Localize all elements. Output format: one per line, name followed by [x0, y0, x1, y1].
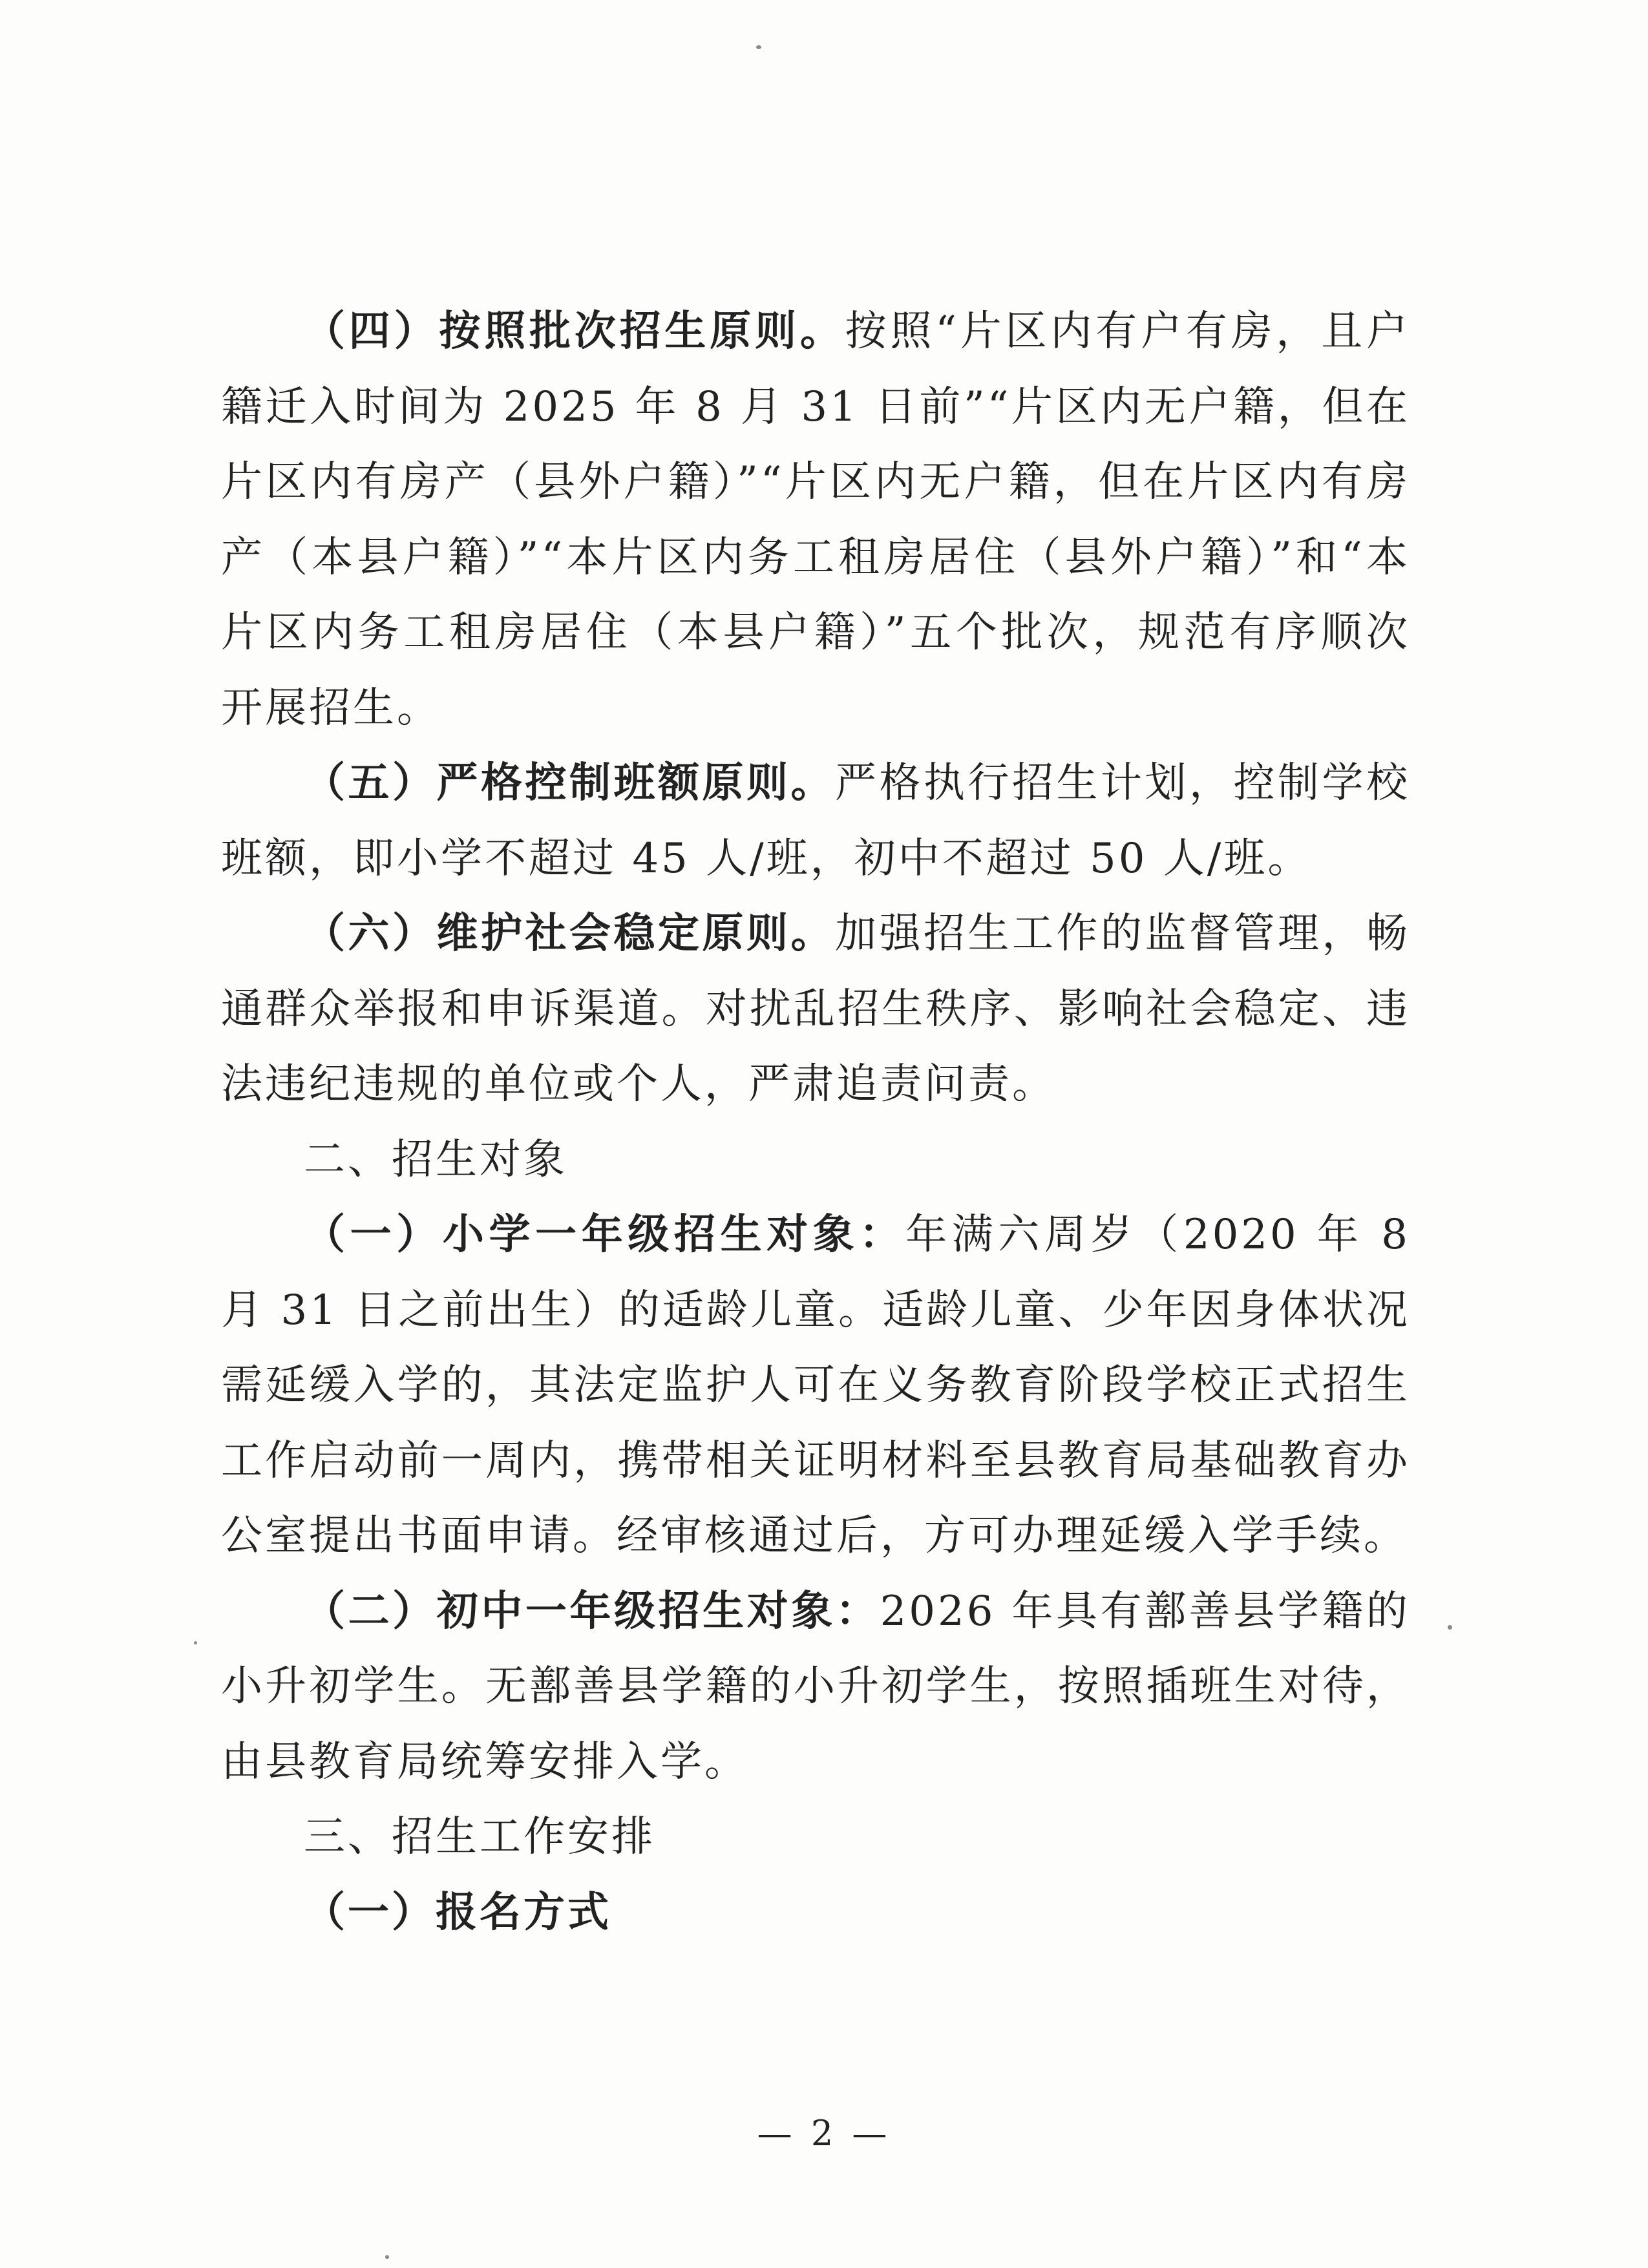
subheading-registration-method: （一）报名方式: [304, 1887, 611, 1937]
paragraph-batch-principle: [221, 294, 1410, 746]
scan-speck: [385, 2255, 389, 2259]
paragraph-text: 按照“片区内有户有房，且户籍迁入时间为 2025 年 8 月 31 日前”“片区内无户籍，但在片区内有房产（县外户籍）”“片区内无户籍，但在片区内有房产（本县户籍）”“本片区内务工租房居住（县外户籍）”和“本片区内务工租房居住（本县户籍）”五个批次，规范有序顺次开展招生。: [221, 308, 1410, 732]
scan-speck: [756, 45, 761, 49]
paragraph-text: 2026 年具有鄯善县学籍的小升初学生。无鄯善县学籍的小升初学生，按照插班生对待，由县教育局统筹安排入学。: [221, 1587, 1411, 1786]
paragraph-lead: （二）初中一年级招生对象：: [304, 1586, 880, 1635]
paragraph-lead: （四）按照批次招生原则。: [304, 307, 845, 355]
paragraph-text: 加强招生工作的监督管理，畅通群众举报和申诉渠道。对扰乱招生秩序、影响社会稳定、违法违纪违规的单位或个人，严肃追责问责。: [221, 910, 1410, 1108]
paragraph-lead: （一）小学一年级招生对象：: [304, 1210, 906, 1259]
paragraph-text: 年满六周岁（2020 年 8 月 31 日之前出生）的适龄儿童。适龄儿童、少年因身体状况需延缓入学的，其法定监护人可在义务教育阶段学校正式招生工作启动前一周内，携带相关证明材料至县教育局基础教育办公室提出书面申请。经审核通过后，方可办理延缓入学手续。: [221, 1211, 1411, 1560]
paragraph-text: 严格执行招生计划，控制学校班额，即小学不超过 45 人/班，初中不超过 50 人/班。: [221, 759, 1410, 883]
paragraph-junior-targets: [221, 1574, 1410, 1800]
scan-speck: [1448, 1625, 1452, 1630]
document-body: [221, 294, 1410, 1950]
paragraph-class-size-principle: [221, 746, 1410, 896]
page-number: — 2 —: [757, 2113, 891, 2154]
scan-speck: [194, 1641, 197, 1644]
paragraph-stability-principle: [221, 896, 1410, 1122]
paragraph-lead: （五）严格控制班额原则。: [304, 759, 835, 807]
paragraph-lead: （六）维护社会稳定原则。: [304, 909, 835, 958]
paragraph-primary-targets: [221, 1197, 1410, 1574]
section-heading-enrollment-targets: 二、招生对象: [304, 1135, 567, 1184]
section-heading-work-arrangement: 三、招生工作安排: [304, 1813, 655, 1861]
